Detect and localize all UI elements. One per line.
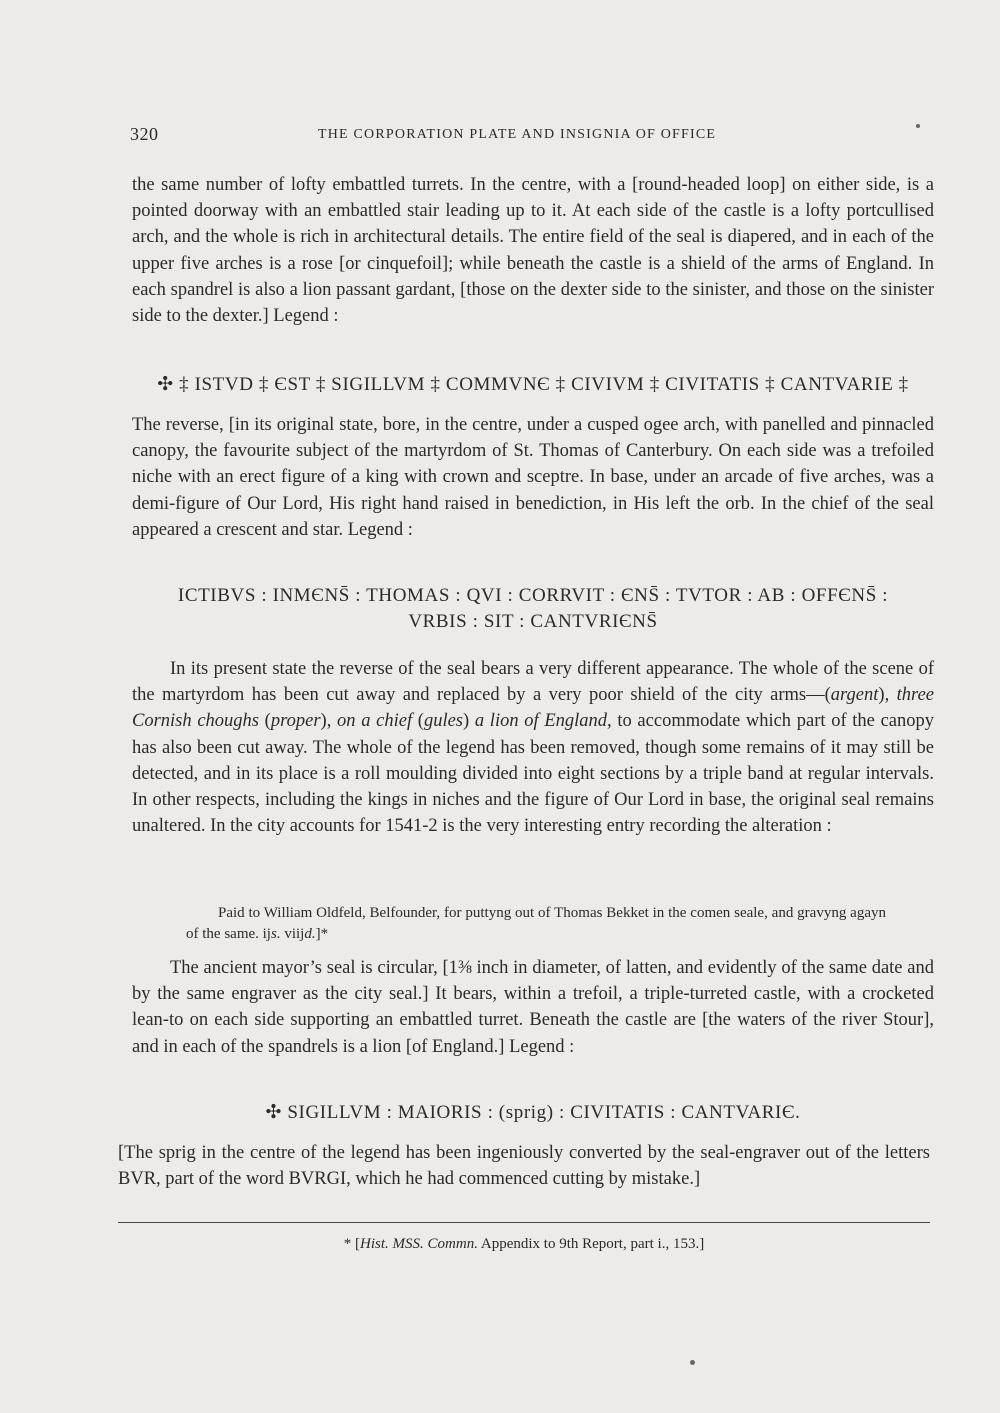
cross-icon: ✣ — [265, 1102, 283, 1123]
text-run: ( — [412, 711, 424, 732]
legend-line: VRBIS : SIT : CAΝTVRIЄΝS̄ — [408, 611, 658, 632]
text-run: ), — [878, 685, 897, 706]
italic-run: s. — [270, 926, 281, 942]
legend-mayors-seal — [118, 1100, 948, 1126]
text-run: ) — [463, 711, 475, 732]
legend-text: ‡ ISTVD ‡ ЄST ‡ SIGILLVM ‡ CΟMMVΝЄ ‡ CIVIVM ‡ CIVITATIS ‡ CAΝTVARIE ‡ — [179, 374, 909, 395]
italic-run: a lion of England, — [474, 711, 612, 732]
footnote — [118, 1236, 930, 1253]
paragraph-castle-description: the same number of lofty embattled turrets. In the centre, with a [round-headed loop] on either side, is a pointed doorway with an embattled stair leading up to it. At each side of the castle is a lofty portcullised arch, and the whole is rich in architectural details. The entire field of the seal is diapered, and in each of the upper five arches is a rose [or cinquefoil]; while beneath the castle is a shield of the arms of England. In each spandrel is also a lion passant gardant, [those on the dexter side to the sinister, and those on the sinister side to the dexter.] Legend : — [132, 175, 934, 327]
page-header — [130, 124, 930, 148]
italic-run: three Cornish choughs — [132, 685, 934, 732]
italic-run: argent — [830, 685, 879, 706]
text-run: In its present state the reverse of the seal bears a very different appearance. The whole of the scene of the martyrdom has been cut away and replaced by a very poor shield of the city arms—( — [132, 659, 934, 706]
paragraph-reverse-present — [132, 656, 934, 839]
text-run: ( — [258, 711, 271, 732]
paragraph-sprig-note: [The sprig in the centre of the legend has been ingeniously converted by the seal-engraver out of the letters BVR, part of the word BVRGI, which he had commenced cutting by mistake.] — [118, 1143, 930, 1190]
paragraph-mayors-seal: The ancient mayor’s seal is circular, [1⅜ inch in diameter, of latten, and evidently of the same date and by the same engraver as the city seal.] It bears, within a trefoil, a triple-turreted castle, with a crocketed lean-to on each side supporting an embattled turret. Beneath the castle are [the waters of the river Stour], and in each of the spandrels is a lion [of England.] Legend : — [132, 958, 934, 1057]
text-run: ]* — [315, 926, 329, 942]
running-title: THE CORPORATION PLATE AND INSIGNIA OF OFFICE — [318, 127, 717, 142]
quotation-city-accounts — [186, 903, 886, 945]
text-run: viij — [280, 926, 305, 942]
footnote-divider — [118, 1222, 930, 1223]
italic-run: d. — [304, 926, 316, 942]
text-run: Appendix to 9th Report, part i., 153.] — [477, 1236, 705, 1252]
italic-run: Hist. MSS. Commn. — [360, 1236, 478, 1252]
legend-city-seal-reverse — [118, 583, 948, 635]
legend-line: ICTIBVS : IΝMЄΝS̄ : THOMAS : QVI : CORRVIT : ЄΝS̄ : TVTOR : AB : OFFЄΝS̄ : — [177, 585, 889, 606]
footnote-mark: * — [343, 1236, 352, 1252]
cross-icon: ✣ — [157, 374, 174, 395]
paragraph-reverse-original: The reverse, [in its original state, bore, in the centre, under a cusped ogee arch, with panelled and pinnacled canopy, the favourite subject of the martyrdom of St. Thomas of Canterbury. On each side was a trefoiled niche with an erect figure of a king with crown and sceptre. In base, under an arcade of five arches, was a demi-figure of Our Lord, His right hand raised in benediction, in His left the orb. In the chief of the seal appeared a crescent and star. Legend : — [132, 415, 934, 540]
italic-run: gules — [423, 711, 464, 732]
italic-run: proper — [270, 711, 321, 732]
page-number: 320 — [130, 124, 159, 144]
paper-speck — [690, 1360, 695, 1365]
italic-run: on a chief — [337, 711, 413, 732]
text-run: ), — [320, 711, 338, 732]
text-run: [ — [351, 1236, 361, 1252]
legend-city-seal-obverse — [118, 372, 948, 398]
legend-text: SIGILLVM : MAIORIS : (sprig) : CIVITATIS : CAΝTVARIЄ. — [287, 1102, 801, 1123]
paper-speck — [916, 124, 920, 128]
text-run: Paid to William Oldfeld, Belfounder, for puttyng out of Thomas Bekket in the comen seale, and gravyng agayn of the same. ij — [186, 905, 886, 942]
text-run: to accommodate which part of the canopy has also been cut away. The whole of the legend has been removed, though some remains of it may still be detected, and in its place is a roll moulding divided into eight sections by a triple band at regular intervals. In other respects, including the kings in niches and the figure of Our Lord in base, the original seal remains unaltered. In the city accounts for 1541-2 is the very interesting entry recording the alteration : — [132, 711, 934, 837]
